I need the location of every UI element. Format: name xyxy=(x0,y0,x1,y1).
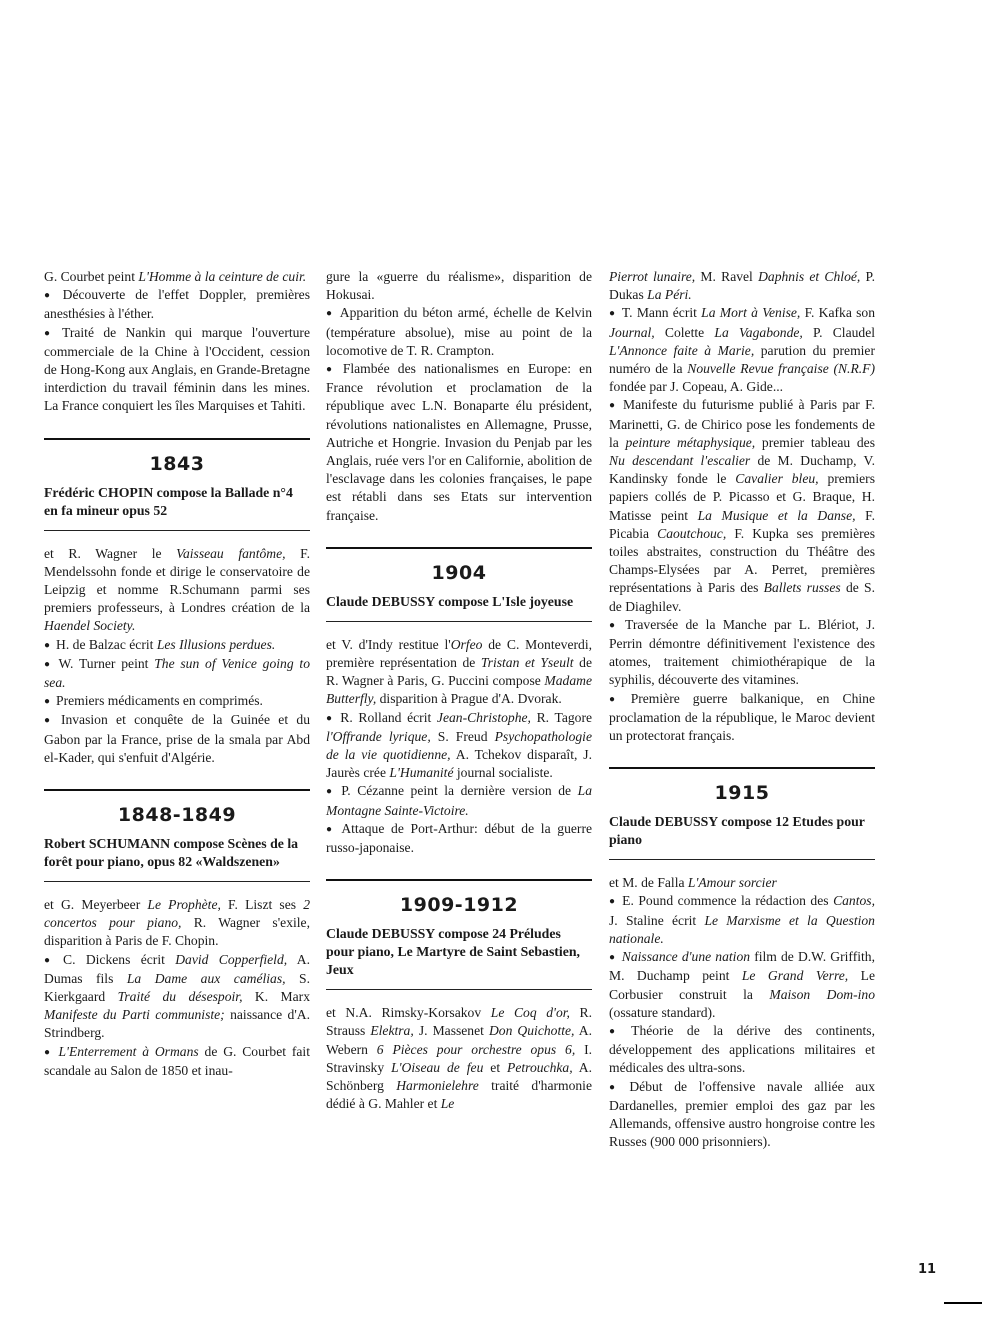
year-heading: 1848-1849 xyxy=(117,804,237,827)
paragraph: ● Manifeste du futurisme publié à Paris par F. Marinetti, G. de Chirico pose les fondements de la peinture métaphysique, premier tableau des Nu descendant l'escalier de M. Duchamp, V. Kandinsky fonde le Cavalier bleu, premiers papiers collés de P. Picasso et G. Braque, H. Matisse peint La Musique et la Danse, F. Picabia Caoutchouc, F. Kupka ses premières toiles abstraites, construction du Théâtre des Champs-Elysées par A. Perret, premières représentations à Paris des Ballets russes de S. de Diaghilev. xyxy=(609,396,875,615)
section-headline: Frédéric CHOPIN compose la Ballade n°4 en fa mineur opus 52 xyxy=(44,484,293,518)
intro-text xyxy=(326,268,592,525)
section-text xyxy=(326,1004,592,1113)
italic-title: La Mort à Venise, xyxy=(701,305,801,321)
italic-title: L'Humanité xyxy=(389,765,454,781)
italic-title: Orfeo xyxy=(450,636,483,652)
paragraph: ● L'Enterrement à Ormans de G. Courbet fait scandale au Salon de 1850 et inau- xyxy=(44,1043,310,1080)
italic-title: Don Quichotte, xyxy=(488,1023,575,1039)
paragraph: et N.A. Rimsky-Korsakov Le Coq d'or, R. Strauss Elektra, J. Massenet Don Quichotte, A. Webern 6 Pièces pour orchestre opus 6, I. Stravinsky L'Oiseau de feu et Petrouchka, A. Schönberg Harmonielehre traité d'harmonie dédié à G. Mahler et Le xyxy=(326,1005,593,1112)
italic-title: peinture métaphysique, xyxy=(625,434,756,450)
italic-title: Manifeste du Parti communiste; xyxy=(44,1007,225,1023)
paragraph: ● Traité de Nankin qui marque l'ouverture commerciale de la Chine à l'Occident, cession de Hong-Kong aux Anglais, en Grande-Bretagne interdiction du travail féminin dans les mines. La France conquiert les îles Marquises et Tahiti. xyxy=(44,324,310,416)
column-3 xyxy=(609,268,875,1151)
headline-rule xyxy=(44,881,310,882)
paragraph: Pierrot lunaire, M. Ravel Daphnis et Chloé, P. Dukas La Péri. xyxy=(609,269,875,303)
italic-title: Nouvelle Revue française (N.R.F) xyxy=(687,361,875,377)
italic-title: Tristan et Yseult xyxy=(480,655,574,671)
paragraph: ● Traversée de la Manche par L. Blériot, J. Perrin démontre définitivement l'existence des atomes, traitement chimiothérapique de la syphilis, découverte des vitamines. xyxy=(609,616,875,690)
paragraph: ● Apparition du béton armé, échelle de Kelvin (température absolue), mise au point de la locomotive de T. R. Crampton. xyxy=(326,304,592,360)
section-headline: Claude DEBUSSY compose 12 Etudes pour piano xyxy=(609,814,865,848)
paragraph: ● T. Mann écrit La Mort à Venise, F. Kafka son Journal, Colette La Vagabonde, P. Claudel L'Annonce faite à Marie, parution du premier numéro de la Nouvelle Revue française (N.R.F) fondée par J. Copeau, A. Gide... xyxy=(609,304,875,396)
paragraph: et R. Wagner le Vaisseau fantôme, F. Mendelssohn fonde et dirige le conservatoire de Leipzig et nomme R.Schumann parmi ses premiers professeurs, à Londres création de la Haendel Society. xyxy=(44,545,310,634)
paragraph: G. Courbet peint L'Homme à la ceinture de cuir. xyxy=(44,269,307,284)
italic-title: Journal, xyxy=(609,324,655,340)
paragraph: ● Attaque de Port-Arthur: début de la guerre russo-japonaise. xyxy=(326,820,592,857)
section-text xyxy=(609,874,875,1151)
section-headline: Claude DEBUSSY compose 24 Préludes pour piano, Le Martyre de Saint Sebastien, Jeux xyxy=(326,926,580,978)
paragraph: ● Invasion et conquête de la Guinée et du Gabon par la France, prise de la smala par Abd el-Kader, qui s'enfuit d'Algérie. xyxy=(44,711,310,767)
paragraph: ● Naissance d'une nation film de D.W. Griffith, M. Duchamp peint Le Grand Verre, Le Corbusier construit la Maison Dom-ino (ossature standard). xyxy=(609,948,875,1022)
italic-title: Daphnis et Chloé, xyxy=(758,269,861,284)
italic-title: La Musique et la Danse, xyxy=(697,507,856,523)
paragraph: ● E. Pound commence la rédaction des Cantos, J. Staline écrit Le Marxisme et la Question nationale. xyxy=(609,892,875,948)
section-text xyxy=(44,896,310,1080)
headline-rule xyxy=(326,989,592,990)
italic-title: l'Offrande lyrique, xyxy=(326,728,431,744)
paragraph: ● Découverte de l'effet Doppler, premières anesthésies à l'éther. xyxy=(44,286,310,323)
italic-title: La Dame aux camélias, xyxy=(126,970,286,986)
paragraph: ● Début de l'offensive navale alliée aux Dardanelles, premier emploi des gaz par les Allemands, offensive austro hongroise contre les Russes (900 000 prisonniers). xyxy=(609,1078,875,1152)
paragraph: ● Première guerre balkanique, en Chine proclamation de la république, le Maroc devient un protectorat français. xyxy=(609,690,875,746)
italic-title: Ballets russes xyxy=(763,580,841,596)
italic-title: Les Illusions perdues. xyxy=(156,636,276,652)
italic-title: Nu descendant l'escalier xyxy=(609,453,751,469)
italic-title: Pierrot lunaire, xyxy=(609,269,696,284)
italic-title: Haendel Society. xyxy=(44,618,136,634)
italic-title: L'Annonce faite à Marie, xyxy=(609,342,755,358)
column-1 xyxy=(44,268,310,1080)
italic-title: Vaisseau fantôme, xyxy=(176,545,286,561)
italic-title: David Copperfield, xyxy=(175,951,288,967)
paragraph: gure la «guerre du réalisme», disparition de Hokusai. xyxy=(326,269,592,303)
italic-title: Le Prophète, xyxy=(147,897,221,913)
paragraph: et G. Meyerbeer Le Prophète, F. Liszt ses 2 concertos pour piano, R. Wagner s'exile, disparition à Paris de F. Chopin. xyxy=(44,897,310,949)
year-heading: 1915 xyxy=(714,782,770,805)
italic-title: Le Marxisme et la Question nationale. xyxy=(609,912,875,946)
year-heading: 1843 xyxy=(149,452,205,475)
intro-text xyxy=(44,268,310,416)
italic-title: Harmonielehre xyxy=(396,1078,479,1094)
section-divider xyxy=(326,547,592,549)
paragraph: ● P. Cézanne peint la dernière version de La Montagne Sainte-Victoire. xyxy=(326,782,592,819)
paragraph: ● Flambée des nationalismes en Europe: en France révolution et proclamation de la république avec L.N. Bonaparte élu président, révolutions nationalistes en Allemagne, Prusse, Autriche et Hongrie. Invasion du Penjab par les Anglais, ruée vers l'or en Californie, abolition de l'esclavage dans les colonies françaises, le pape est rétabli dans ses Etats sur intervention française. xyxy=(326,360,592,525)
italic-title: Le xyxy=(440,1096,455,1112)
section-text xyxy=(326,636,592,857)
paragraph: ● R. Rolland écrit Jean-Christophe, R. Tagore l'Offrande lyrique, S. Freud Psychopathologie de la vie quotidienne, A. Tchekov disparaît, J. Jaurès crée L'Humanité journal socialiste. xyxy=(326,709,592,783)
italic-title: Caoutchouc, xyxy=(657,525,727,541)
italic-title: L'Amour sorcier xyxy=(687,875,777,891)
italic-title: Naissance d'une nation xyxy=(621,949,751,965)
italic-title: Elektra, xyxy=(370,1023,414,1039)
page-number: 11 xyxy=(918,1262,937,1277)
italic-title: The sun of Venice going to sea. xyxy=(44,655,310,691)
italic-title: 2 concertos pour piano, xyxy=(44,897,310,931)
italic-title: Psychopathologie de la vie quotidienne, xyxy=(326,728,592,763)
paragraph: et M. de Falla L'Amour sorcier xyxy=(609,875,777,891)
italic-title: L'Homme à la ceinture de cuir. xyxy=(138,269,307,284)
paragraph: et V. d'Indy restitue l'Orfeo de C. Monteverdi, première représentation de Tristan et Yseult de R. Wagner à Paris, G. Puccini compose Madame Butterfly, disparition à Prague d'A. Dvorak. xyxy=(326,636,592,707)
italic-title: 6 Pièces pour orchestre opus 6, xyxy=(376,1041,576,1057)
italic-title: Cavalier bleu, xyxy=(735,471,819,487)
year-heading: 1909-1912 xyxy=(399,894,519,917)
paragraph: ● Premiers médicaments en comprimés. xyxy=(44,692,310,711)
italic-title: Maison Dom-ino xyxy=(769,986,875,1002)
section-divider xyxy=(326,879,592,881)
italic-title: Le Coq d'or, xyxy=(490,1005,570,1021)
italic-title: Le Grand Verre, xyxy=(741,968,849,984)
headline-rule xyxy=(609,859,875,860)
intro-text xyxy=(609,268,875,745)
headline-rule xyxy=(44,530,310,531)
section-text xyxy=(44,545,310,767)
italic-title: Cantos, xyxy=(833,893,875,909)
italic-title: L'Enterrement à Ormans xyxy=(58,1043,199,1059)
italic-title: Petrouchka, xyxy=(507,1059,573,1075)
paragraph: ● W. Turner peint The sun of Venice going to sea. xyxy=(44,655,310,692)
paragraph: ● Théorie de la dérive des continents, développement des applications militaires et médicales des ultra-sons. xyxy=(609,1022,875,1078)
italic-title: Jean-Christophe, xyxy=(436,709,531,725)
italic-title: L'Oiseau de feu xyxy=(391,1059,484,1075)
paragraph: ● C. Dickens écrit David Copperfield, A. Dumas fils La Dame aux camélias, S. Kierkgaard Traité du désespoir, K. Marx Manifeste du Parti communiste; naissance d'A. Strindberg. xyxy=(44,951,310,1043)
italic-title: La Vagabonde, xyxy=(714,324,803,340)
italic-title: Traité du désespoir, xyxy=(117,989,243,1005)
section-headline: Claude DEBUSSY compose L'Isle joyeuse xyxy=(326,593,574,609)
section-divider xyxy=(44,438,310,440)
italic-title: La Montagne Sainte-Victoire. xyxy=(326,783,593,818)
headline-rule xyxy=(326,621,592,622)
italic-title: Madame Butterfly, xyxy=(326,673,592,707)
section-headline: Robert SCHUMANN compose Scènes de la forêt pour piano, opus 82 «Waldszenen» xyxy=(44,836,299,870)
bottom-rule xyxy=(944,1302,982,1304)
section-divider xyxy=(44,789,310,791)
column-2 xyxy=(326,268,592,1114)
italic-title: La Péri. xyxy=(647,287,692,303)
paragraph: ● H. de Balzac écrit Les Illusions perdues. xyxy=(44,636,310,655)
section-divider xyxy=(609,767,875,769)
year-heading: 1904 xyxy=(431,561,487,584)
